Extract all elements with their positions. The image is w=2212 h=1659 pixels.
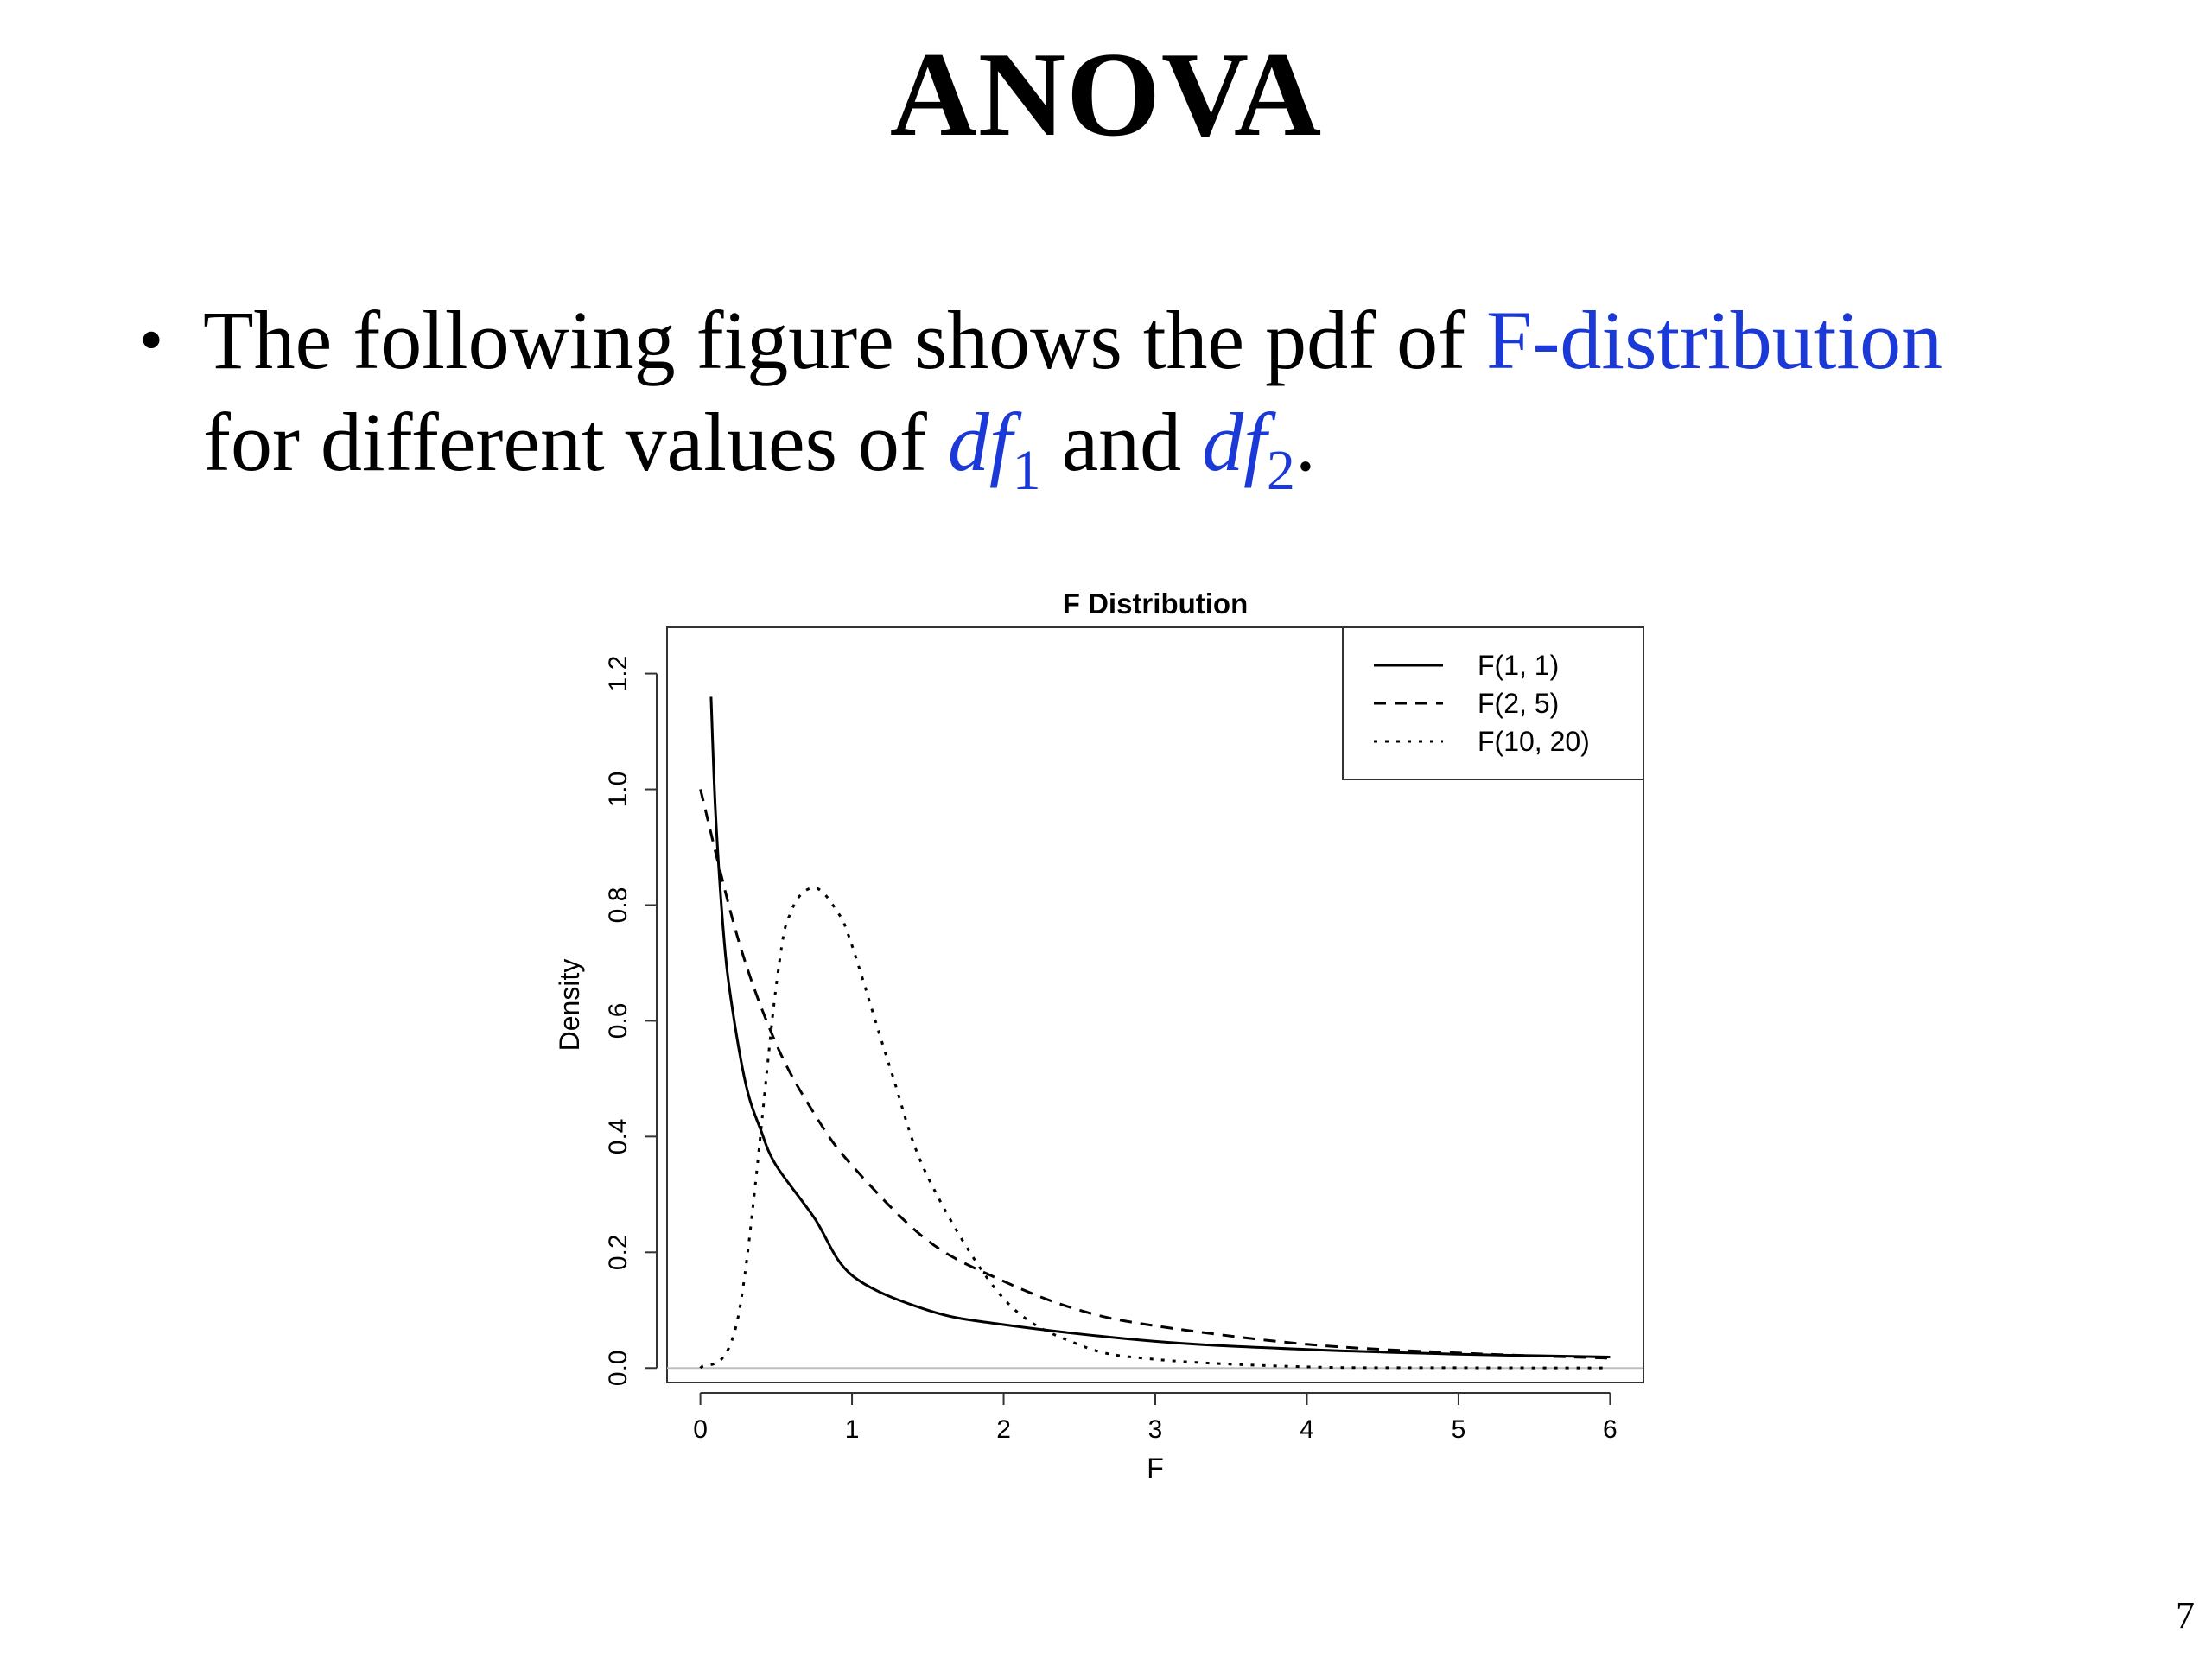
bullet-text-period: . bbox=[1294, 396, 1316, 488]
df2-base: df bbox=[1202, 396, 1267, 488]
legend-label: F(10, 20) bbox=[1478, 726, 1590, 757]
series-lines bbox=[701, 696, 1611, 1368]
y-axis-label: Density bbox=[554, 958, 585, 1052]
bullet-text-and: and bbox=[1040, 396, 1203, 488]
chart-title: F Distribution bbox=[1062, 588, 1249, 620]
x-axis-label: F bbox=[1147, 1452, 1164, 1484]
bullet-dot: • bbox=[138, 302, 163, 378]
slide-title: ANOVA bbox=[889, 28, 1323, 162]
legend-label: F(2, 5) bbox=[1478, 688, 1560, 719]
y-tick-label: 1.2 bbox=[604, 655, 632, 692]
y-tick-label: 0.0 bbox=[604, 1350, 632, 1387]
bullet-text-part2: for different values of bbox=[203, 396, 948, 488]
bullet-text-part1: The following figure shows the pdf of bbox=[203, 294, 1487, 386]
legend-label: F(1, 1) bbox=[1478, 650, 1560, 681]
series-line-3 bbox=[701, 887, 1611, 1368]
f-distribution-link[interactable]: F-distribution bbox=[1486, 294, 1943, 386]
x-tick-label: 3 bbox=[1147, 1415, 1163, 1444]
y-tick-label: 0.8 bbox=[604, 887, 632, 924]
df1-subscript: 1 bbox=[1012, 439, 1041, 502]
x-tick-label: 2 bbox=[996, 1415, 1011, 1444]
x-tick-label: 6 bbox=[1603, 1415, 1618, 1444]
y-tick-label: 0.4 bbox=[604, 1118, 632, 1155]
page-number: 7 bbox=[2176, 1594, 2195, 1637]
y-tick-label: 0.2 bbox=[604, 1234, 632, 1271]
x-tick-label: 4 bbox=[1300, 1415, 1314, 1444]
legend bbox=[1343, 627, 1643, 779]
x-axis bbox=[693, 1393, 1617, 1444]
y-axis bbox=[604, 656, 657, 1386]
x-tick-label: 5 bbox=[1451, 1415, 1466, 1444]
y-tick-label: 0.6 bbox=[604, 1002, 632, 1039]
x-tick-label: 1 bbox=[844, 1415, 860, 1444]
df2-subscript: 2 bbox=[1266, 439, 1295, 502]
x-tick-label: 0 bbox=[693, 1415, 708, 1444]
df1-base: df bbox=[947, 396, 1013, 488]
series-line-2 bbox=[701, 790, 1611, 1358]
y-tick-label: 1.0 bbox=[604, 771, 632, 808]
series-line-1 bbox=[711, 696, 1611, 1357]
